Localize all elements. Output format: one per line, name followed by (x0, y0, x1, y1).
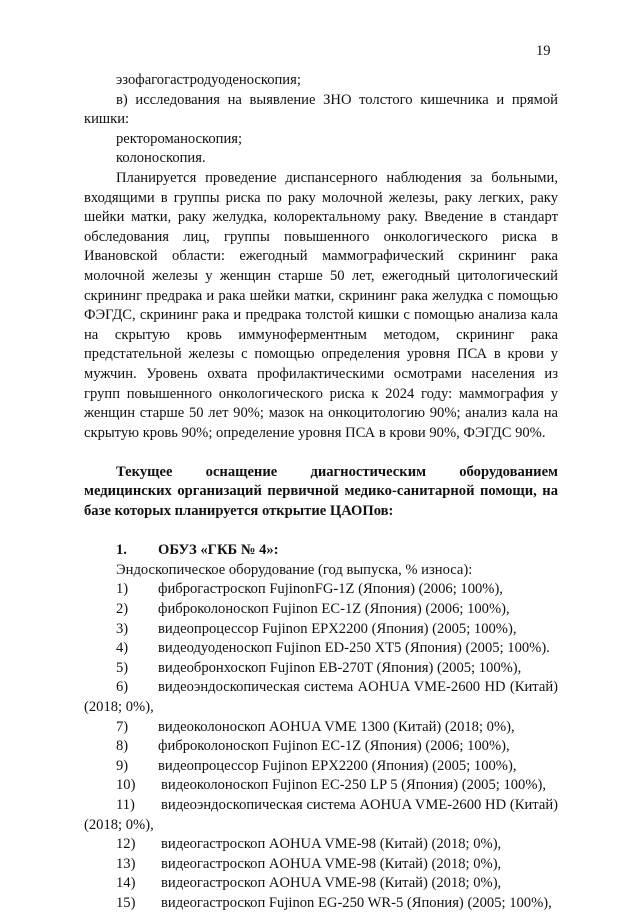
heading-line: базе которых планируется открытие ЦАОПов: (84, 503, 394, 520)
text-line: колоноскопия. (116, 150, 206, 167)
text-line: ректороманоскопия; (116, 130, 243, 147)
paragraph-line: молочной железы у женщин старше 50 лет, ежегодный цитологический (84, 267, 558, 284)
paragraph-line: шейки матки, раку желудка, колоректальному раку. Введение в стандарт (84, 209, 558, 226)
paragraph-line: скрининг предрака и рака шейки матки, скрининг рака желудка с помощью (84, 287, 558, 304)
equipment-item (84, 855, 558, 875)
equipment-item (84, 659, 558, 679)
equipment-item-number: 15) (116, 894, 136, 911)
equipment-item (84, 796, 558, 816)
intro-block (84, 71, 558, 169)
equipment-item-text: видеогастроскоп AOHUA VME-98 (Китай) (2018; 0%), (161, 875, 502, 892)
equipment-item-text: видеобронхоскоп Fujinon EB-270T (Япония) (2005; 100%), (158, 659, 522, 676)
equipment-item-text: фиброгастроскоп FujinonFG-1Z (Япония) (2006; 100%), (158, 581, 503, 598)
equipment-item-number: 8) (116, 738, 129, 755)
equipment-item (84, 620, 558, 640)
equipment-item-number: 1) (116, 581, 129, 598)
paragraph-line: входящими в группы риска по раку молочной железы, раку легких, раку (84, 189, 558, 206)
paragraph-line: женщин старше 50 лет 90%; мазок на онкоцитологию 90%; анализ кала на (84, 405, 558, 422)
equipment-item-text: фиброколоноскоп Fujinon EC-1Z (Япония) (2006; 100%), (158, 601, 510, 618)
equipment-item-text: видеогастроскоп Fujinon EG-250 WR-5 (Япония) (2005; 100%), (161, 894, 552, 911)
equipment-item-number: 10) (116, 777, 136, 794)
equipment-item-number: 4) (116, 640, 129, 657)
equipment-item-number: 3) (116, 620, 129, 637)
equipment-item-text: видеоколоноскоп AOHUA VME 1300 (Китай) (2018; 0%), (158, 718, 515, 735)
equipment-item-text: видеоэндоскопическая система AOHUA VME-2600 HD (Китай) (161, 796, 558, 813)
paragraph-line: мужчин. Уровень охвата профилактическими осмотрами населения из (84, 365, 558, 382)
paragraph-line: групп повышенного онкологического риска к 2024 году: маммография у (84, 385, 558, 402)
organization-number: 1. (116, 542, 127, 559)
organization-name: ОБУЗ «ГКБ № 4»: (158, 542, 279, 559)
paragraph-line: обследования лиц, группы повышенного онкологического риска в (84, 228, 558, 245)
text-line: эзофагогастродуоденоскопия; (116, 72, 301, 88)
page-number: 19 (536, 43, 551, 59)
equipment-item (84, 639, 558, 659)
equipment-item-continuation: (2018; 0%), (84, 699, 154, 715)
equipment-item (84, 737, 558, 757)
screening-paragraph (84, 169, 558, 443)
heading-line: медицинских организаций первичной медико-санитарной помощи, на (84, 483, 558, 500)
equipment-item (84, 678, 558, 698)
equipment-item-text: видеогастроскоп AOHUA VME-98 (Китай) (2018; 0%), (161, 855, 502, 872)
organization-heading (84, 541, 558, 561)
equipment-list (84, 580, 558, 913)
blank-line (84, 443, 558, 463)
equipment-item-text: видеогастроскоп AOHUA VME-98 (Китай) (2018; 0%), (161, 836, 502, 853)
equipment-item-text: видеоэндоскопическая система AOHUA VME-2600 HD (Китай) (158, 679, 558, 696)
paragraph-line: предстательной железы с помощью определения уровня ПСА в крови у (84, 346, 558, 363)
equipment-item-text: видеопроцессор Fujinon EPX2200 (Япония) (2005; 100%), (158, 757, 517, 774)
equipment-item (84, 894, 558, 914)
equipment-item (84, 835, 558, 855)
equipment-item-number: 14) (116, 875, 136, 892)
equipment-item-number: 12) (116, 836, 136, 853)
equipment-item (84, 757, 558, 777)
paragraph-line: Ивановской области: ежегодный маммографический скрининг рака (84, 248, 558, 265)
equipment-item-text: видеоколоноскоп Fujinon EC-250 LP 5 (Япония) (2005; 100%), (161, 777, 547, 794)
paragraph-line: ФЭГДС, скрининг рака и предрака толстой кишки с помощью анализа кала (84, 307, 558, 324)
equipment-caption: Эндоскопическое оборудование (год выпуска, % износа): (116, 561, 473, 578)
page-content (84, 71, 558, 914)
equipment-item (84, 580, 558, 600)
equipment-item (84, 874, 558, 894)
heading-line: Текущее оснащение диагностическим оборудованием (116, 463, 558, 480)
paragraph-line: на скрытую кровь иммуноферментным методом, скрининг рака (84, 326, 558, 343)
section-heading (84, 463, 558, 522)
equipment-item-number: 5) (116, 659, 129, 676)
paragraph-line: скрытую кровь 90%; определение уровня ПСА в крови 90%, ФЭГДС 90%. (84, 424, 546, 441)
equipment-item-number: 9) (116, 757, 129, 774)
equipment-item-number: 6) (116, 679, 129, 696)
text-line: в) исследования на выявление ЗНО толстого кишечника и прямой (116, 91, 558, 108)
equipment-item-number: 7) (116, 718, 129, 735)
equipment-item (84, 776, 558, 796)
text-line: кишки: (84, 111, 130, 128)
equipment-item-number: 2) (116, 601, 129, 618)
paragraph-line: Планируется проведение диспансерного наблюдения за больными, (116, 169, 558, 186)
equipment-item-text: видеопроцессор Fujinon EPX2200 (Япония) (2005; 100%), (158, 620, 517, 637)
equipment-item (84, 718, 558, 738)
equipment-item (84, 600, 558, 620)
equipment-item-text: видеодуоденоскоп Fujinon ED-250 XT5 (Япония) (2005; 100%). (158, 640, 550, 657)
equipment-item-number: 13) (116, 855, 136, 872)
equipment-item-continuation: (2018; 0%), (84, 816, 154, 833)
blank-line (84, 522, 558, 542)
equipment-item-number: 11) (116, 796, 135, 813)
equipment-item-text: фиброколоноскоп Fujinon EC-1Z (Япония) (2006; 100%), (158, 738, 510, 755)
